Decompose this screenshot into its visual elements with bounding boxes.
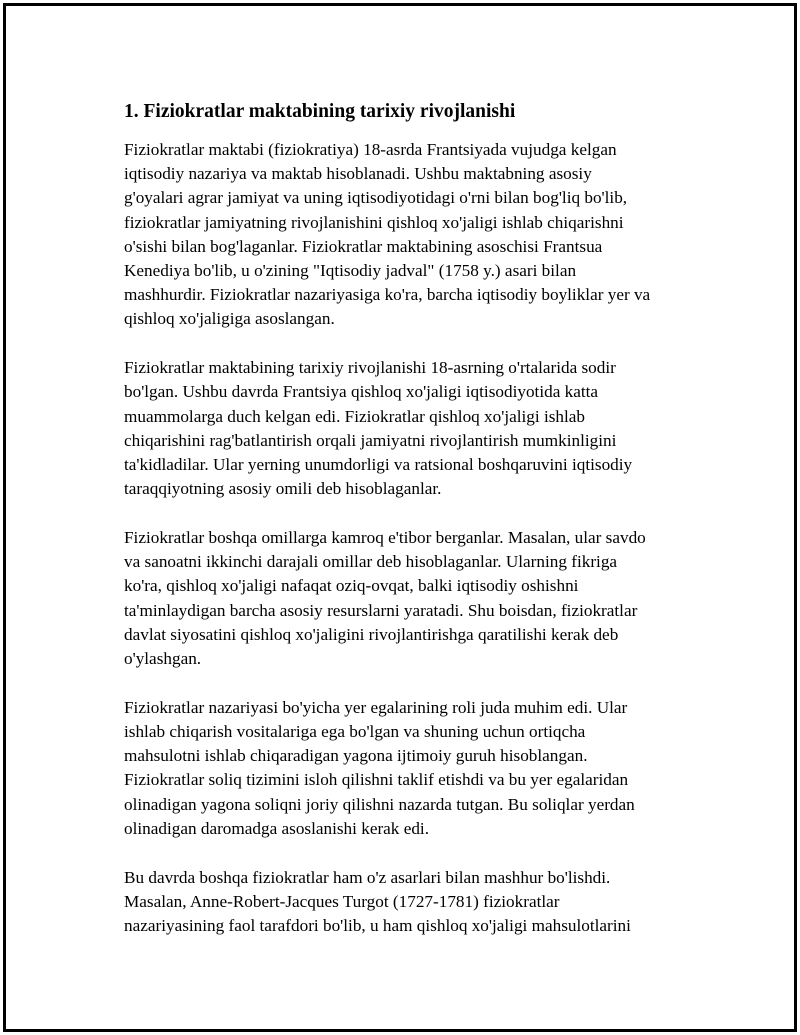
document-body: [124, 99, 704, 963]
paragraph: [124, 356, 704, 501]
text-line: mahsulotni ishlab chiqaradigan yagona ijtimoiy guruh hisoblangan.: [124, 746, 588, 766]
text-line: Fiziokratlar maktabi (fiziokratiya) 18-asrda Frantsiyada vujudga kelgan: [124, 140, 617, 159]
paragraph: [124, 696, 704, 841]
paragraph: [124, 138, 704, 332]
paragraph: [124, 526, 704, 671]
text-line: chiqarishini rag'batlantirish orqali jamiyatni rivojlantirish mumkinligini: [124, 430, 617, 450]
text-line: o'sishi bilan bog'laganlar. Fiziokratlar maktabining asoschisi Frantsua: [124, 236, 603, 256]
text-line: Kenediya bo'lib, u o'zining "Iqtisodiy jadval" (1758 y.) asari bilan: [124, 261, 577, 281]
text-line: Fiziokratlar nazariyasi bo'yicha yer egalarining roli juda muhim edi. Ular: [124, 697, 628, 717]
text-line: ishlab chiqarish vositalariga ega bo'lgan va shuning uchun ortiqcha: [124, 722, 586, 742]
page-frame: [3, 3, 797, 1032]
text-line: Fiziokratlar boshqa omillarga kamroq e'tibor berganlar. Masalan, ular savdo: [124, 528, 646, 548]
text-line: g'oyalari agrar jamiyat va uning iqtisodiyotidagi o'rni bilan bog'liq bo'lib,: [124, 188, 628, 208]
text-line: va sanoatni ikkinchi darajali omillar deb hisoblaganlar. Ularning fikriga: [124, 552, 618, 572]
section-heading: 1. Fiziokratlar maktabining tarixiy rivojlanishi: [124, 101, 516, 122]
text-line: Bu davrda boshqa fiziokratlar ham o'z asarlari bilan mashhur bo'lishdi.: [124, 867, 611, 887]
text-line: mashhurdir. Fiziokratlar nazariyasiga ko'ra, barcha iqtisodiy boyliklar yer va: [124, 285, 651, 305]
paragraph-container: [124, 138, 704, 938]
text-line: qishloq xo'jaligiga asoslangan.: [124, 309, 335, 329]
text-line: Masalan, Anne-Robert-Jacques Turgot (1727-1781) fiziokratlar: [124, 891, 560, 911]
text-line: muammolarga duch kelgan edi. Fiziokratlar qishloq xo'jaligi ishlab: [124, 406, 586, 426]
paragraph: [124, 866, 704, 939]
text-line: o'ylashgan.: [124, 649, 202, 669]
text-line: olinadigan yagona soliqni joriy qilishni nazarda tutgan. Bu soliqlar yerdan: [124, 794, 635, 814]
text-line: taraqqiyotning asosiy omili deb hisoblaganlar.: [124, 479, 442, 499]
text-line: iqtisodiy nazariya va maktab hisoblanadi. Ushbu maktabning asosiy: [124, 164, 592, 184]
text-line: ko'ra, qishloq xo'jaligi nafaqat oziq-ovqat, balki iqtisodiy oshishni: [124, 576, 579, 596]
text-line: nazariyasining faol tarafdori bo'lib, u ham qishloq xo'jaligi mahsulotlarini: [124, 916, 631, 936]
text-line: Fiziokratlar soliq tizimini isloh qilishni taklif etishdi va bu yer egalaridan: [124, 770, 629, 790]
text-line: ta'minlaydigan barcha asosiy resurslarni yaratadi. Shu boisdan, fiziokratlar: [124, 600, 638, 620]
text-line: bo'lgan. Ushbu davrda Frantsiya qishloq xo'jaligi iqtisodiyotida katta: [124, 382, 599, 402]
text-line: olinadigan daromadga asoslanishi kerak edi.: [124, 818, 429, 838]
text-line: ta'kidladilar. Ular yerning unumdorligi va ratsional boshqaruvini iqtisodiy: [124, 455, 633, 475]
text-line: davlat siyosatini qishloq xo'jaligini rivojlantirishga qaratilishi kerak deb: [124, 624, 619, 644]
text-line: fiziokratlar jamiyatning rivojlanishini qishloq xo'jaligi ishlab chiqarishni: [124, 212, 624, 232]
text-line: Fiziokratlar maktabining tarixiy rivojlanishi 18-asrning o'rtalarida sodir: [124, 358, 616, 378]
